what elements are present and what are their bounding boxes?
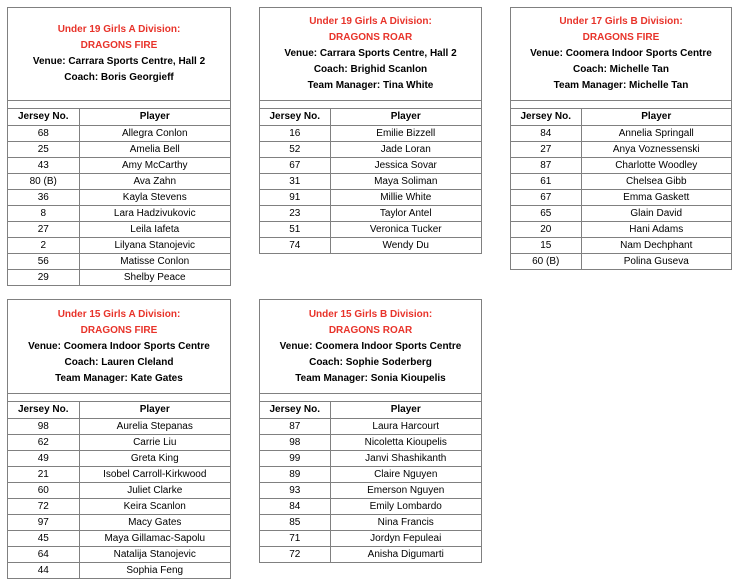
jersey-number: 65 xyxy=(511,205,581,221)
jersey-number: 85 xyxy=(260,514,330,530)
jersey-number: 67 xyxy=(511,189,581,205)
jersey-number: 56 xyxy=(8,253,79,269)
header-spacer xyxy=(260,394,481,402)
table-row xyxy=(260,418,481,434)
manager-text: Team Manager: Sonia Kioupelis xyxy=(295,372,446,384)
player-name: Maya Soliman xyxy=(330,173,481,189)
team-header xyxy=(8,300,230,394)
team-name: DRAGONS FIRE xyxy=(80,40,158,51)
player-name: Matisse Conlon xyxy=(79,253,230,269)
table-row xyxy=(260,205,481,221)
player-name: Jessica Sovar xyxy=(330,157,481,173)
table-row xyxy=(8,418,230,434)
player-name: Anya Voznessenski xyxy=(581,141,731,157)
player-name: Juliet Clarke xyxy=(79,482,230,498)
table-row xyxy=(8,125,230,141)
team-header xyxy=(260,8,481,101)
jersey-number: 15 xyxy=(511,237,581,253)
jersey-number: 67 xyxy=(260,157,330,173)
division-title: Under 19 Girls A Division: xyxy=(57,24,181,35)
jersey-number: 16 xyxy=(260,125,330,141)
player-name: Emma Gaskett xyxy=(581,189,731,205)
table-row xyxy=(511,141,731,157)
coach-text: Coach: Brighid Scanlon xyxy=(313,64,428,75)
table-row xyxy=(511,125,731,141)
player-column-header: Player xyxy=(330,109,481,125)
team-card-u19a-dragons-fire xyxy=(7,7,231,286)
player-name: Taylor Antel xyxy=(330,205,481,221)
table-row xyxy=(511,189,731,205)
jersey-number: 20 xyxy=(511,221,581,237)
table-row xyxy=(8,466,230,482)
venue-text: Venue: Carrara Sports Centre, Hall 2 xyxy=(32,56,206,67)
player-name: Allegra Conlon xyxy=(79,125,230,141)
header-spacer xyxy=(8,101,230,109)
player-name: Jordyn Fepuleai xyxy=(330,530,481,546)
jersey-number: 91 xyxy=(260,189,330,205)
jersey-number: 45 xyxy=(8,530,79,546)
table-row xyxy=(260,125,481,141)
player-name: Wendy Du xyxy=(382,239,429,251)
venue-text: Venue: Coomera Indoor Sports Centre xyxy=(28,340,210,352)
jersey-number: 68 xyxy=(8,125,79,141)
coach-text: Coach: Lauren Cleland xyxy=(64,356,174,368)
team-card-u19a-dragons-roar xyxy=(259,7,482,254)
jersey-number: 2 xyxy=(8,237,79,253)
table-row xyxy=(8,157,230,173)
player-name: Nina Francis xyxy=(330,514,481,530)
table-row xyxy=(260,237,481,253)
jersey-number: 93 xyxy=(260,482,330,498)
jersey-number: 27 xyxy=(511,141,581,157)
jersey-number: 8 xyxy=(8,205,79,221)
player-name: Isobel Carroll-Kirkwood xyxy=(79,466,230,482)
player-name: Keira Scanlon xyxy=(79,498,230,514)
coach-text: Coach: Boris Georgieff xyxy=(64,72,174,83)
jersey-number: 98 xyxy=(8,418,79,434)
roster-table xyxy=(8,109,230,285)
table-row xyxy=(8,450,230,466)
table-row xyxy=(8,546,230,562)
player-name: Polina Guseva xyxy=(623,255,689,267)
roster-table xyxy=(511,109,731,269)
venue-text: Venue: Coomera Indoor Sports Centre xyxy=(530,48,712,59)
player-name: Janvi Shashikanth xyxy=(330,450,481,466)
header-spacer xyxy=(8,394,230,402)
jersey-number: 72 xyxy=(260,546,330,562)
table-row xyxy=(511,237,731,253)
player-name: Claire Nguyen xyxy=(330,466,481,482)
table-row xyxy=(8,253,230,269)
jersey-number: 23 xyxy=(260,205,330,221)
jersey-number: 29 xyxy=(8,269,79,285)
player-name: Macy Gates xyxy=(79,514,230,530)
team-name: DRAGONS FIRE xyxy=(582,32,660,43)
jersey-number: 99 xyxy=(260,450,330,466)
table-row xyxy=(511,205,731,221)
table-row xyxy=(260,482,481,498)
venue-text: Venue: Carrara Sports Centre, Hall 2 xyxy=(284,48,457,59)
jersey-number: 64 xyxy=(8,546,79,562)
jersey-number: 49 xyxy=(8,450,79,466)
table-row xyxy=(8,530,230,546)
manager-text: Team Manager: Tina White xyxy=(307,80,434,91)
table-row xyxy=(260,546,481,562)
jersey-number: 97 xyxy=(8,514,79,530)
player-name: Emily Lombardo xyxy=(330,498,481,514)
player-name: Hani Adams xyxy=(581,221,731,237)
player-name: Carrie Liu xyxy=(79,434,230,450)
table-row xyxy=(260,434,481,450)
jersey-number: 71 xyxy=(260,530,330,546)
table-row xyxy=(8,221,230,237)
player-column-header: Player xyxy=(79,402,230,418)
manager-text: Team Manager: Michelle Tan xyxy=(553,80,689,91)
player-name: Millie White xyxy=(330,189,481,205)
jersey-number: 89 xyxy=(260,466,330,482)
roster-header-row xyxy=(260,402,481,418)
jersey-number: 60 xyxy=(8,482,79,498)
jersey-number: 25 xyxy=(8,141,79,157)
jersey-number: 52 xyxy=(260,141,330,157)
player-name: Nam Dechphant xyxy=(581,237,731,253)
player-column-header: Player xyxy=(79,109,230,125)
player-name: Annelia Springall xyxy=(581,125,731,141)
jersey-number: 31 xyxy=(260,173,330,189)
team-name: DRAGONS ROAR xyxy=(328,324,413,336)
player-name: Greta King xyxy=(79,450,230,466)
player-name: Ava Zahn xyxy=(79,173,230,189)
coach-text: Coach: Sophie Soderberg xyxy=(309,356,432,368)
jersey-column-header: Jersey No. xyxy=(511,109,581,125)
player-name: Glain David xyxy=(581,205,731,221)
jersey-number: 61 xyxy=(511,173,581,189)
roster-header-row xyxy=(8,109,230,125)
player-name: Shelby Peace xyxy=(123,271,186,283)
table-row xyxy=(511,253,731,269)
player-name: Emilie Bizzell xyxy=(330,125,481,141)
player-name: Maya Gillamac-Sapolu xyxy=(79,530,230,546)
jersey-number: 84 xyxy=(260,498,330,514)
coach-text: Coach: Michelle Tan xyxy=(573,64,669,75)
player-name: Jade Loran xyxy=(330,141,481,157)
table-row xyxy=(260,498,481,514)
player-name: Amy McCarthy xyxy=(79,157,230,173)
table-row xyxy=(260,189,481,205)
table-row xyxy=(8,205,230,221)
player-column-header: Player xyxy=(581,109,731,125)
header-spacer xyxy=(511,101,731,109)
table-row xyxy=(8,189,230,205)
table-row xyxy=(260,450,481,466)
roster-table xyxy=(8,402,230,578)
jersey-number: 87 xyxy=(260,418,330,434)
table-row xyxy=(8,562,230,578)
table-row xyxy=(8,514,230,530)
team-name: DRAGONS ROAR xyxy=(328,32,413,43)
table-row xyxy=(8,482,230,498)
player-name: Sophia Feng xyxy=(126,564,184,576)
jersey-number: 74 xyxy=(260,237,330,253)
team-card-u15b-dragons-roar xyxy=(259,299,482,563)
roster-table xyxy=(260,402,481,562)
player-name: Natalija Stanojevic xyxy=(79,546,230,562)
table-row xyxy=(260,141,481,157)
team-name: DRAGONS FIRE xyxy=(80,324,158,336)
table-row xyxy=(8,173,230,189)
team-header xyxy=(511,8,731,101)
player-column-header: Player xyxy=(330,402,481,418)
jersey-number: 21 xyxy=(8,466,79,482)
table-row xyxy=(511,173,731,189)
player-name: Nicoletta Kioupelis xyxy=(330,434,481,450)
roster-header-row xyxy=(260,109,481,125)
roster-header-row xyxy=(511,109,731,125)
jersey-number: 60 (B) xyxy=(511,253,581,269)
jersey-number: 80 (B) xyxy=(8,173,79,189)
table-row xyxy=(260,466,481,482)
roster-header-row xyxy=(8,402,230,418)
player-name: Charlotte Woodley xyxy=(581,157,731,173)
jersey-column-header: Jersey No. xyxy=(8,109,79,125)
table-row xyxy=(8,498,230,514)
player-name: Lara Hadzivukovic xyxy=(79,205,230,221)
jersey-column-header: Jersey No. xyxy=(8,402,79,418)
jersey-column-header: Jersey No. xyxy=(260,402,330,418)
team-card-u17b-dragons-fire xyxy=(510,7,732,270)
team-header xyxy=(8,8,230,101)
jersey-number: 27 xyxy=(8,221,79,237)
table-row xyxy=(8,434,230,450)
table-row xyxy=(260,221,481,237)
jersey-number: 98 xyxy=(260,434,330,450)
team-card-u15a-dragons-fire xyxy=(7,299,231,579)
player-name: Veronica Tucker xyxy=(330,221,481,237)
player-name: Aurelia Stepanas xyxy=(79,418,230,434)
jersey-number: 62 xyxy=(8,434,79,450)
venue-text: Venue: Coomera Indoor Sports Centre xyxy=(279,340,462,352)
jersey-number: 51 xyxy=(260,221,330,237)
header-spacer xyxy=(260,101,481,109)
division-title: Under 19 Girls A Division: xyxy=(309,16,432,27)
jersey-number: 44 xyxy=(8,562,79,578)
player-name: Anisha Digumarti xyxy=(367,548,444,560)
player-name: Chelsea Gibb xyxy=(581,173,731,189)
table-row xyxy=(260,173,481,189)
division-title: Under 17 Girls B Division: xyxy=(559,16,683,27)
table-row xyxy=(8,141,230,157)
jersey-column-header: Jersey No. xyxy=(260,109,330,125)
table-row xyxy=(260,514,481,530)
player-name: Emerson Nguyen xyxy=(330,482,481,498)
table-row xyxy=(260,530,481,546)
player-name: Amelia Bell xyxy=(79,141,230,157)
division-title: Under 15 Girls B Division: xyxy=(308,308,433,320)
player-name: Kayla Stevens xyxy=(79,189,230,205)
manager-text: Team Manager: Kate Gates xyxy=(55,372,183,384)
table-row xyxy=(8,269,230,285)
table-row xyxy=(260,157,481,173)
jersey-number: 87 xyxy=(511,157,581,173)
jersey-number: 72 xyxy=(8,498,79,514)
jersey-number: 84 xyxy=(511,125,581,141)
jersey-number: 36 xyxy=(8,189,79,205)
table-row xyxy=(511,157,731,173)
table-row xyxy=(511,221,731,237)
roster-table xyxy=(260,109,481,253)
table-row xyxy=(8,237,230,253)
player-name: Laura Harcourt xyxy=(330,418,481,434)
player-name: Leila Iafeta xyxy=(79,221,230,237)
division-title: Under 15 Girls A Division: xyxy=(57,308,181,320)
team-header xyxy=(260,300,481,394)
player-name: Lilyana Stanojevic xyxy=(79,237,230,253)
jersey-number: 43 xyxy=(8,157,79,173)
